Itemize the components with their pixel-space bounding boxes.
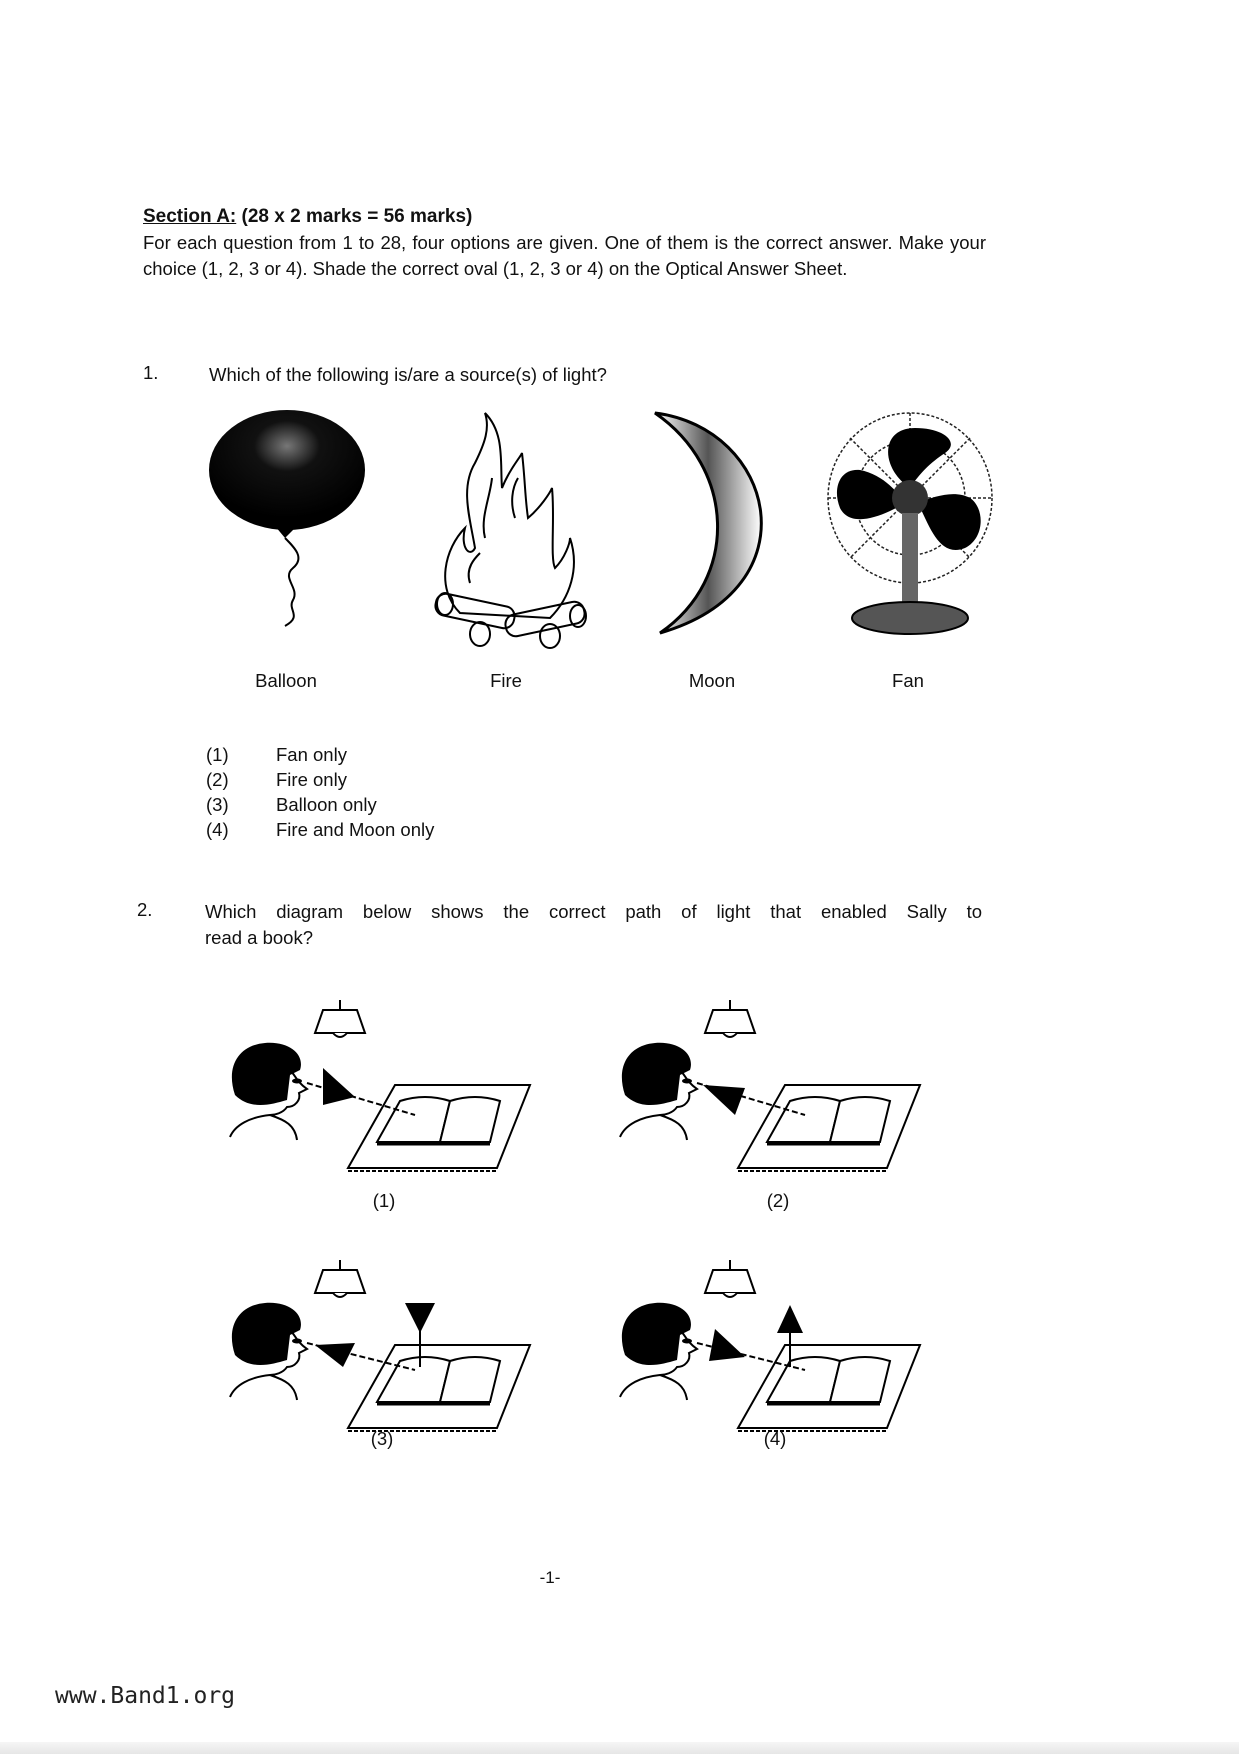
option-number: (4)	[206, 819, 229, 840]
picture-label-balloon: Balloon	[255, 670, 317, 691]
section-instructions: For each question from 1 to 28, four options are given. One of them is the correct answer. Make your choice (1, 2, 3 or 4). Shade the correct oval (1, 2, 3 or 4) on the Optical Answer Sheet.	[143, 232, 986, 279]
option-text: Fire only	[276, 769, 347, 790]
question-1-option	[206, 769, 347, 794]
page-number: -1-	[539, 1568, 561, 1587]
option-number: (3)	[206, 794, 229, 815]
option-text: Fire and Moon only	[276, 819, 435, 840]
question-2-text	[205, 899, 982, 951]
question-1-number: 1.	[143, 362, 159, 383]
question-2-text-line-2: read a book?	[205, 927, 314, 948]
balloon-icon	[205, 408, 375, 633]
question-2-text-line-1: Which diagram below shows the correct path of light that enabled Sally to	[205, 901, 982, 922]
arrow-eye-to-book	[323, 1068, 355, 1105]
diagram-1	[215, 985, 555, 1200]
arrow-eye-to-book	[709, 1329, 745, 1361]
question-1-option	[206, 794, 377, 819]
picture-label-moon: Moon	[688, 670, 736, 691]
question-2-number: 2.	[137, 899, 153, 920]
footer-website: www.Band1.org	[55, 1683, 236, 1709]
diagram-2	[605, 985, 945, 1200]
campfire-icon	[430, 408, 595, 653]
question-1-option	[206, 744, 347, 769]
scan-edge	[0, 1742, 1239, 1754]
diagram-label-4: (4)	[763, 1428, 787, 1449]
section-heading	[143, 206, 472, 228]
picture-label-fan: Fan	[892, 670, 924, 691]
arrow-book-to-eye	[703, 1085, 745, 1115]
electric-fan-icon	[820, 408, 1000, 643]
question-1-text: Which of the following is/are a source(s) of light?	[209, 364, 607, 385]
option-number: (1)	[206, 744, 229, 765]
option-text: Fan only	[276, 744, 347, 765]
option-number: (2)	[206, 769, 229, 790]
diagram-label-1: (1)	[372, 1190, 396, 1211]
question-1-option	[206, 819, 434, 844]
arrow-book-to-lamp	[777, 1305, 803, 1333]
option-text: Balloon only	[276, 794, 377, 815]
arrow-lamp-to-book	[405, 1303, 435, 1333]
diagram-label-3: (3)	[370, 1428, 394, 1449]
section-title: Section A:	[143, 206, 237, 227]
picture-label-fire: Fire	[490, 670, 522, 691]
section-marks: (28 x 2 marks = 56 marks)	[241, 206, 473, 227]
crescent-moon-icon	[645, 408, 795, 643]
arrow-book-to-eye	[315, 1343, 355, 1367]
diagram-label-2: (2)	[766, 1190, 790, 1211]
